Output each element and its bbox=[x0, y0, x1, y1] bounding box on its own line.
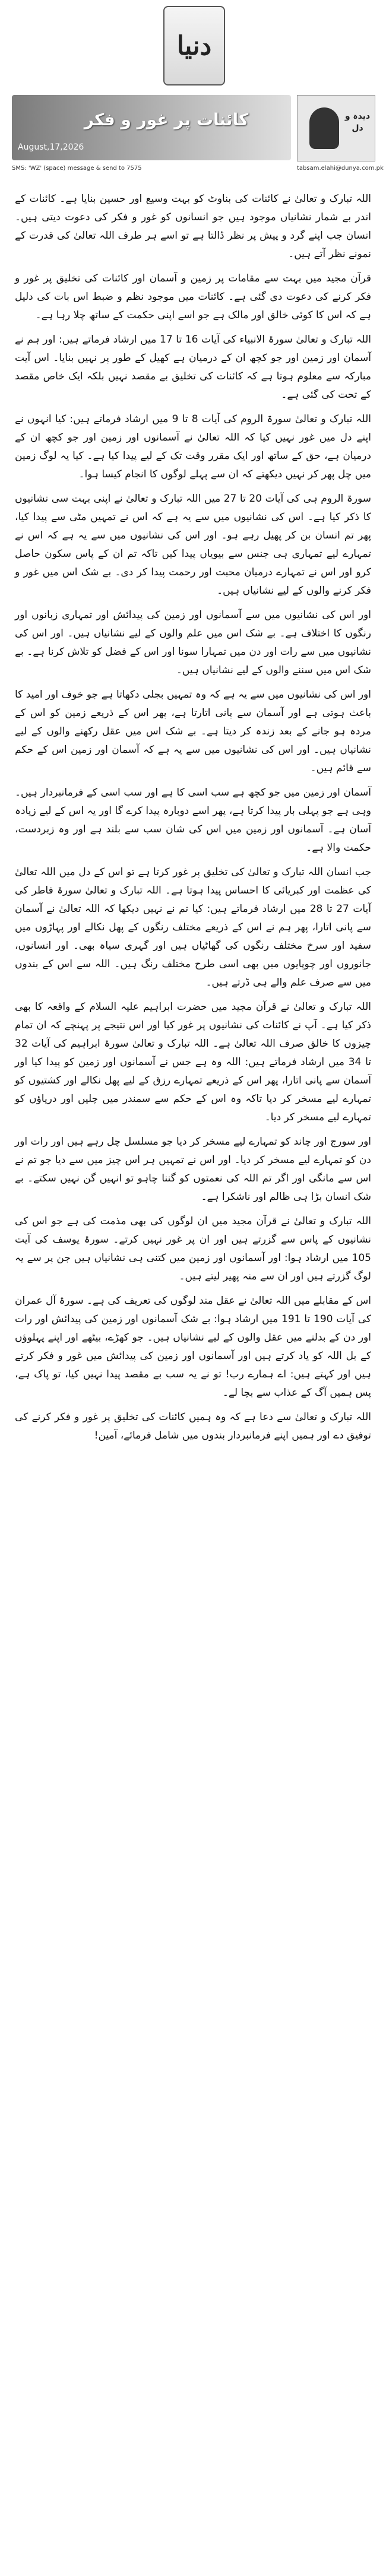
column-name: دیدہ و دل bbox=[344, 112, 371, 133]
newspaper-logo bbox=[163, 6, 225, 85]
paragraph: اللہ تبارک و تعالیٰ نے قرآن مجید میں حضرت ابراہیم علیہ السلام کے واقعہ کا بھی ذکر کیا ہے۔ آپ نے کائنات کی نشانیوں پر غور کیا اور اس نتیجے پر پہنچے کہ ان تمام چیزوں کا خالق صرف اللہ تعالیٰ ہے۔ اللہ تبارک و تعالیٰ سورۃ ابراہیم کی آیات 32 تا 34 میں ارشاد فرماتے ہیں: اللہ وہ ہے جس نے آسمانوں اور زمین کو پیدا کیا اور آسمان سے پانی اتارا، پھر اس کے ذریعے تمہارے رزق کے لیے پھل نکالے اور کشتیوں کو تمہارے لیے مسخر کر دیا تاکہ وہ اس کے حکم سے سمندر میں چلیں اور دریاؤں کو تمہارے لیے مسخر کر دیا۔ bbox=[15, 1001, 371, 1123]
author-photo bbox=[297, 95, 375, 161]
column-title: کائنات پر غور و فکر bbox=[84, 110, 249, 129]
paragraph: اس کے مقابلے میں اللہ تعالیٰ نے عقل مند لوگوں کی تعریف کی ہے۔ سورۃ آل عمران کی آیات 190 تا 191 میں ارشاد ہوا: بے شک آسمانوں اور زمین کی پیدائش اور رات اور دن کے بدلنے میں عقل والوں کے لیے نشانیاں ہیں۔ جو کھڑے، بیٹھے اور اپنے پہلوؤں کے بل اللہ کو یاد کرتے ہیں اور آسمانوں اور زمین کی پیدائش میں غور و فکر کرتے ہیں اور کہتے ہیں: اے ہمارے رب! تو نے یہ سب بے مقصد پیدا نہیں کیا، تو پاک ہے، پس ہمیں آگ کے عذاب سے بچا لے۔ bbox=[15, 1295, 371, 1399]
paragraph: اللہ تبارک و تعالیٰ نے کائنات کی بناوٹ کو بہت وسیع اور حسین بنایا ہے۔ کائنات کے اندر بے شمار نشانیاں موجود ہیں جو انسانوں کو غور و فکر کی دعوت دیتی ہیں۔ انسان جب اپنے گرد و پیش پر نظر ڈالتا ہے تو اسے ہر طرف اللہ تعالیٰ کی قدرت کے نمونے نظر آتے ہیں۔ bbox=[15, 193, 371, 260]
paragraph: اللہ تبارک و تعالیٰ نے قرآن مجید میں ان لوگوں کی بھی مذمت کی ہے جو اس کی نشانیوں کے پاس سے گزرتے ہیں اور ان پر غور نہیں کرتے۔ سورۃ یوسف کی آیت 105 میں ارشاد ہوا: اور آسمانوں اور زمین میں کتنی ہی نشانیاں ہیں جن پر سے یہ لوگ گزرتے ہیں اور ان سے منہ پھیر لیتے ہیں۔ bbox=[15, 1215, 371, 1282]
column-header bbox=[12, 95, 384, 184]
paragraph: قرآن مجید میں بہت سے مقامات پر زمین و آسمان اور کائنات کی تخلیق پر غور و فکر کرنے کی دعوت دی گئی ہے۔ کائنات میں موجود نظم و ضبط اس بات کی دلیل ہے کہ اس کا کوئی خالق اور مالک ہے جو اسے اپنی حکمت کے ساتھ چلا رہا ہے۔ bbox=[15, 273, 371, 321]
paragraph: سورۃ الروم ہی کی آیات 20 تا 27 میں اللہ تبارک و تعالیٰ نے اپنی بہت سی نشانیوں کا ذکر کیا ہے۔ اس کی نشانیوں میں سے یہ ہے کہ اس نے تمہیں مٹی سے پیدا کیا، پھر تم انسان بن کر پھیل رہے ہو۔ اور اس کی نشانیوں میں سے یہ ہے کہ اس نے تمہارے لیے تمہاری ہی جنس سے بیویاں پیدا کیں تاکہ تم ان کے پاس سکون حاصل کرو اور اس نے تمہارے درمیان محبت اور رحمت پیدا کر دی۔ بے شک اس میں غور و فکر کرنے والوں کے لیے نشانیاں ہیں۔ bbox=[15, 493, 372, 597]
sms-info: SMS: 'WZ' (space) message & send to 7575 bbox=[12, 165, 142, 172]
paragraph: جب انسان اللہ تبارک و تعالیٰ کی تخلیق پر غور کرتا ہے تو اس کے دل میں اللہ تعالیٰ کی عظمت اور کبریائی کا احساس پیدا ہوتا ہے۔ اللہ تبارک و تعالیٰ سورۃ فاطر کی آیات 27 تا 28 میں ارشاد فرماتے ہیں: کیا تم نے نہیں دیکھا کہ اللہ تعالیٰ نے آسمان سے پانی اتارا، پھر ہم نے اس کے ذریعے مختلف رنگوں کے پھل نکالے اور پہاڑوں میں سفید اور سرخ مختلف رنگوں کی گھاٹیاں ہیں اور گہری سیاہ بھی۔ اور انسانوں، جانوروں اور چوپایوں میں بھی اسی طرح مختلف رنگ ہیں۔ اللہ سے اس کے بندوں میں سے صرف علم والے ہی ڈرتے ہیں۔ bbox=[15, 866, 371, 988]
paragraph: اللہ تبارک و تعالیٰ سورۃ الانبیاء کی آیات 16 تا 17 میں ارشاد فرماتے ہیں: اور ہم نے آسمان اور زمین اور جو کچھ ان کے درمیان ہے کھیل کے طور پر نہیں بنایا۔ اس آیت مبارکہ سے معلوم ہوتا ہے کہ کائنات کی تخلیق بے مقصد نہیں بلکہ ایک خاص مقصد کے تحت کی گئی ہے۔ bbox=[15, 334, 371, 401]
paragraph: اور اس کی نشانیوں میں سے آسمانوں اور زمین کی پیدائش اور تمہاری زبانوں اور رنگوں کا اختلاف ہے۔ بے شک اس میں علم والوں کے لیے نشانیاں ہیں۔ اور اس کی نشانیوں میں سے رات اور دن میں تمہارا سونا اور اس کے فضل کو تلاش کرنا ہے۔ بے شک اس میں سننے والوں کے لیے نشانیاں ہیں۔ bbox=[15, 609, 371, 676]
paragraph: اور سورج اور چاند کو تمہارے لیے مسخر کر دیا جو مسلسل چل رہے ہیں اور رات اور دن کو تمہارے لیے مسخر کر دیا۔ اور اس نے تمہیں ہر اس چیز میں سے دیا جو تم نے اس سے مانگی اور اگر تم اللہ کی نعمتوں کو گننا چاہو تو انہیں گن نہیں سکتے۔ بے شک انسان بڑا ہی ظالم اور ناشکرا ہے۔ bbox=[15, 1136, 371, 1203]
masthead bbox=[0, 0, 386, 89]
logo-text: دنیا bbox=[176, 30, 212, 61]
publish-date: August,17,2026 bbox=[18, 142, 84, 152]
paragraph: آسمان اور زمین میں جو کچھ ہے سب اسی کا ہے اور سب اسی کے فرمانبردار ہیں۔ وہی ہے جو پہلی بار پیدا کرتا ہے، پھر اسے دوبارہ پیدا کرے گا اور یہ اس کے لیے زیادہ آسان ہے۔ آسمانوں اور زمین میں اس کی شان سب سے بلند ہے اور وہ زبردست، حکمت والا ہے۔ bbox=[15, 787, 371, 854]
article-body bbox=[15, 190, 371, 1451]
author-avatar-icon bbox=[309, 107, 339, 149]
paragraph: اللہ تبارک و تعالیٰ سے دعا ہے کہ وہ ہمیں کائنات کی تخلیق پر غور و فکر کرنے کی توفیق دے اور ہمیں اپنے فرمانبردار بندوں میں شامل فرمائے، آمین! bbox=[15, 1411, 371, 1441]
paragraph: اور اس کی نشانیوں میں سے یہ ہے کہ وہ تمہیں بجلی دکھاتا ہے جو خوف اور امید کا باعث ہوتی ہے اور آسمان سے پانی اتارتا ہے، پھر اس کے ذریعے زمین کو اس کے مردہ ہو جانے کے بعد زندہ کر دیتا ہے۔ بے شک اس میں عقل رکھنے والوں کے لیے نشانیاں ہیں۔ اور اس کی نشانیوں میں سے یہ ہے کہ آسمان اور زمین اس کے حکم سے قائم ہیں۔ bbox=[15, 689, 371, 774]
title-banner bbox=[12, 95, 291, 160]
author-email[interactable]: tabsam.elahi@dunya.com.pk bbox=[297, 165, 384, 172]
paragraph: اللہ تبارک و تعالیٰ سورۃ الروم کی آیات 8 تا 9 میں ارشاد فرماتے ہیں: کیا انہوں نے اپنے دل میں غور نہیں کیا کہ اللہ تعالیٰ نے آسمانوں اور زمین اور جو کچھ ان کے درمیان ہے، حق کے ساتھ اور ایک مقرر وقت تک کے لیے پیدا کیا ہے۔ کیا یہ لوگ زمین میں چل پھر کر نہیں دیکھتے کہ ان سے پہلے لوگوں کا انجام کیسا ہوا۔ bbox=[15, 413, 372, 480]
